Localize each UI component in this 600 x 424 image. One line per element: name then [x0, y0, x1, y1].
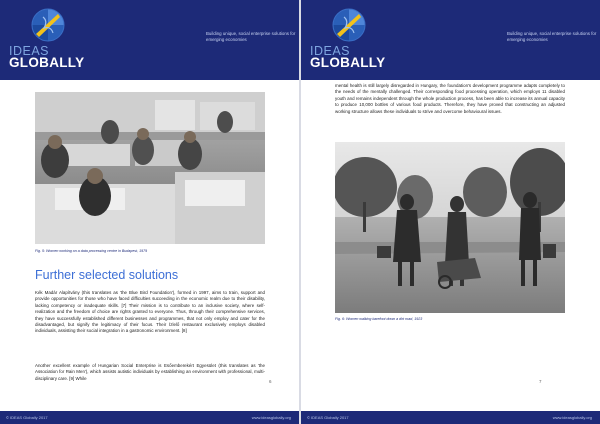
- left-page: [0, 0, 299, 424]
- page-number: 7: [539, 379, 542, 384]
- footer-website-link[interactable]: www.ideasglobally.org: [251, 415, 291, 420]
- photo-caption: Fig. 6: Women walking barefoot down a dirt road, 1923: [335, 317, 423, 321]
- page-footer: [0, 411, 299, 424]
- logo-word-globally: GLOBALLY: [9, 55, 85, 70]
- photo-image: [35, 92, 265, 244]
- footer-copyright: © IDEAS Globally 2017: [6, 415, 48, 420]
- ideas-globally-logo: [310, 8, 410, 70]
- page-header: [301, 0, 600, 80]
- body-paragraph: Kék Madár Alapítvány (this translates as 'the Blue Bird Foundation'), formed in 1997, aims to train, support and provide opportunities for those who have faced difficulties succeeding in the economic realm due to their disability, lacking competency or inadequate skills. [7] Their mission is to contribute to an inclusive society, where self-realization and the freedom of choice are rights granted to everyone. Thus, through their comprehensive services, they have successfully established different businesses and programmes, that not only employ and cater for the disadvantaged, but signify the legitimacy of their focus. Their Ízlelő restaurant exclusively employs disabled individuals, assisting their social integration in a gastronomic environment. [8]: [35, 290, 265, 334]
- photo-image: [335, 142, 565, 313]
- section-heading: Further selected solutions: [35, 268, 179, 282]
- body-paragraph: mental health is still largely disregarded in Hungary, the foundation's development programme adapts completely to the needs of the mentally challenged. Their corresponding food processing operation, which employs 11 disabled youth and remains independent through the whole production process, has been able to increase its annual capacity to produce 10,000 bottles of various food products. Therefore, they have proved that constructing an adjusted working structure allows these individuals to strive and overcome behavioural issues.: [335, 83, 565, 114]
- page-footer: [301, 411, 600, 424]
- photo-caption: Fig. 5: Women working on a data processing centre in Budapest, 1979: [35, 249, 148, 253]
- photo-women-walking: [335, 142, 565, 313]
- right-page: [301, 0, 600, 424]
- logo-word-ideas: IDEAS: [310, 44, 351, 58]
- ideas-globally-logo: [9, 8, 109, 70]
- photo-data-processing-centre: [35, 92, 265, 244]
- page-number: 6: [269, 379, 272, 384]
- brand-tagline: Building unique, social enterprise solutions for emerging economies: [206, 31, 296, 42]
- brand-tagline: Building unique, social enterprise solutions for emerging economies: [507, 31, 597, 42]
- globe-logo-icon: [31, 8, 65, 42]
- globe-logo-icon: [332, 8, 366, 42]
- page-header: [0, 0, 299, 80]
- body-paragraph: Another excellent example of Hungarian Social Enterprise is Esőemberekért Egyesület (this translates as 'the Association for Rain Men'), which assists autistic individuals by establishing an environment with professional, multi-disciplinary care. [9] While: [35, 363, 265, 381]
- footer-copyright: © IDEAS Globally 2017: [307, 415, 349, 420]
- logo-word-ideas: IDEAS: [9, 44, 50, 58]
- footer-website-link[interactable]: www.ideasglobally.org: [552, 415, 592, 420]
- logo-word-globally: GLOBALLY: [310, 55, 386, 70]
